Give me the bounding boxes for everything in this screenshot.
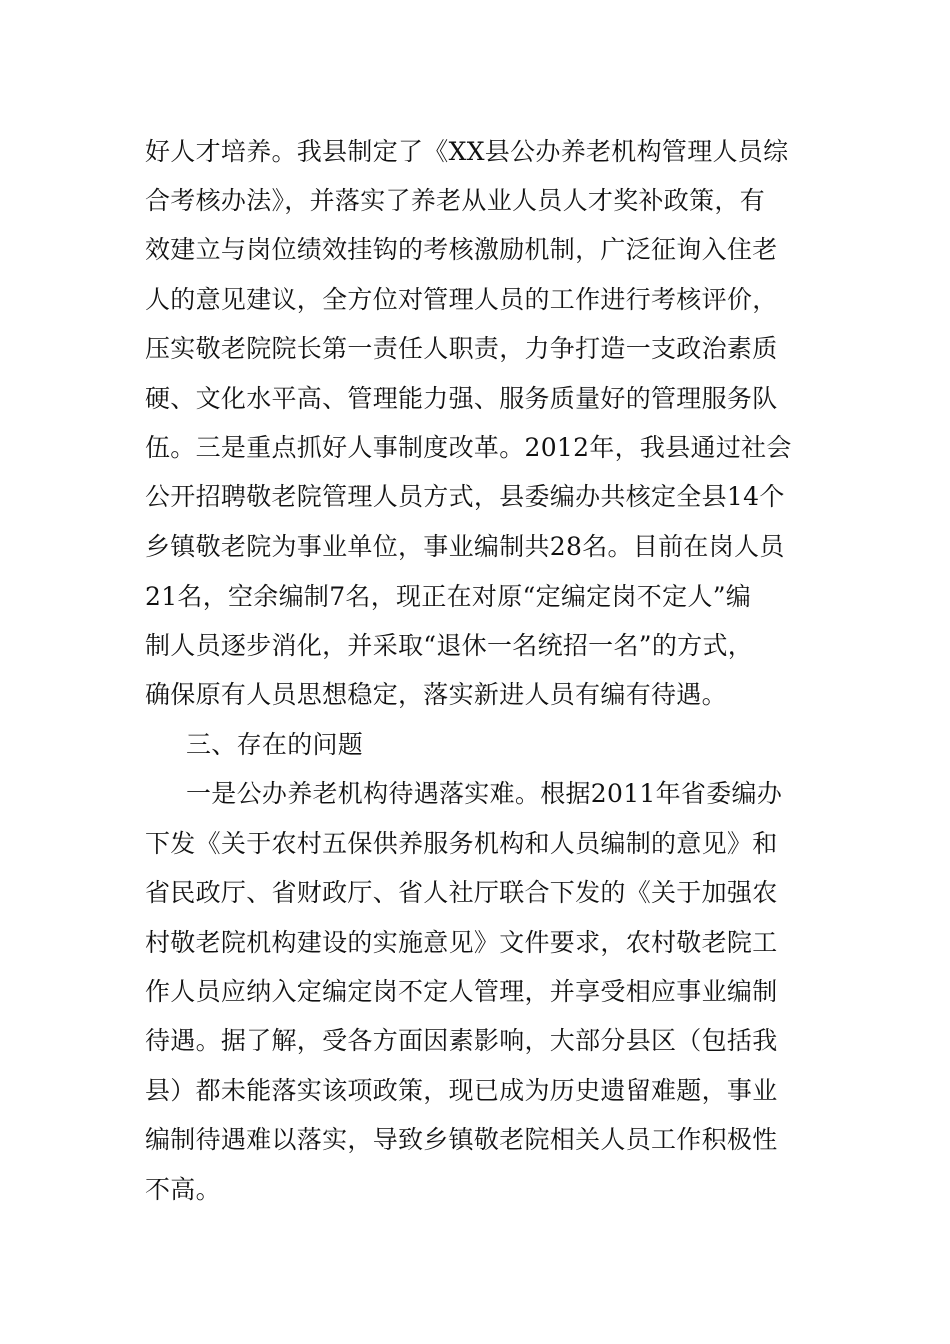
body-text-line: 不高。 — [145, 1175, 221, 1204]
body-text-line: 人的意见建议，全方位对管理人员的工作进行考核评价， — [145, 285, 778, 314]
body-text-line: 合考核办法》，并落实了养老从业人员人才奖补政策，有 — [145, 186, 766, 215]
body-text-line: 制人员逐步消化，并采取“退休一名统招一名”的方式， — [145, 631, 754, 660]
body-text-line: 硬、文化水平高、管理能力强、服务质量好的管理服务队 — [145, 384, 778, 413]
body-text-line: 公开招聘敬老院管理人员方式，县委编办共核定全县14个 — [145, 482, 785, 511]
body-text-line: 省民政厅、省财政厅、省人社厅联合下发的《关于加强农 — [145, 878, 778, 907]
body-text-line: 伍。三是重点抓好人事制度改革。2012年，我县通过社会 — [145, 433, 792, 462]
body-text-line: 村敬老院机构建设的实施意见》文件要求，农村敬老院工 — [145, 928, 778, 957]
body-text-line: 一是公办养老机构待遇落实难。根据2011年省委编办 — [186, 779, 783, 808]
body-text-line: 21名，空余编制7名，现正在对原“定编定岗不定人”编 — [145, 582, 752, 611]
body-text-line: 作人员应纳入定编定岗不定人管理，并享受相应事业编制 — [145, 977, 778, 1006]
body-text-line: 编制待遇难以落实，导致乡镇敬老院相关人员工作积极性 — [145, 1125, 778, 1154]
body-text-line: 乡镇敬老院为事业单位，事业编制共28名。目前在岗人员 — [145, 532, 785, 561]
body-text-line: 待遇。据了解，受各方面因素影响，大部分县区（包括我 — [145, 1026, 778, 1055]
body-text-line: 压实敬老院院长第一责任人职责，力争打造一支政治素质 — [145, 334, 778, 363]
body-text-line: 好人才培养。我县制定了《XX县公办养老机构管理人员综 — [145, 137, 789, 166]
body-text-line: 确保原有人员思想稳定，落实新进人员有编有待遇。 — [145, 680, 727, 709]
section-heading: 三、存在的问题 — [186, 730, 364, 759]
body-text-line: 县）都未能落实该项政策，现已成为历史遗留难题，事业 — [145, 1076, 778, 1105]
body-text-line: 下发《关于农村五保供养服务机构和人员编制的意见》和 — [145, 829, 778, 858]
body-text-line: 效建立与岗位绩效挂钩的考核激励机制，广泛征询入住老 — [145, 235, 778, 264]
